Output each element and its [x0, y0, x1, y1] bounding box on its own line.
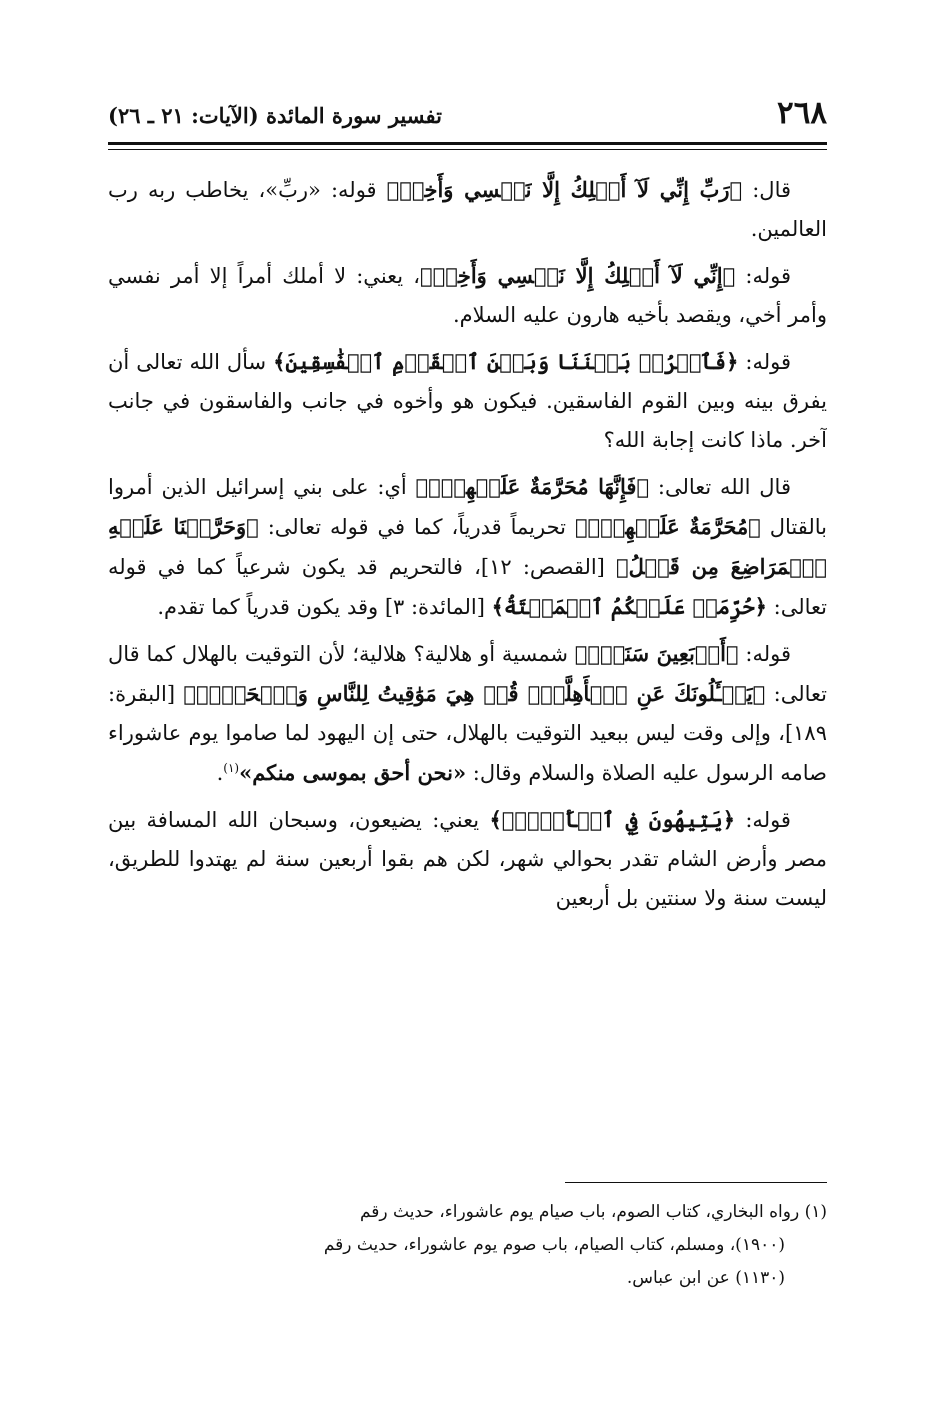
quran-verse: ﴿يَسۡـَٔلُونَكَ عَنِ ٱلۡأَهِلَّةِۖ قُلۡ هِيَ مَوَٰقِيتُ لِلنَّاسِ وَٱلۡحَجِّۗ﴾: [183, 681, 766, 706]
text-run: أي: على بني إسرائيل الذين أمروا بالقتال: [108, 475, 827, 539]
quran-verse: ﴿فَٱفۡرُقۡ بَيۡنَنَا وَبَيۡنَ ٱلۡقَوۡمِ ٱلۡفَٰسِقِينَ﴾: [273, 349, 739, 374]
quran-verse: ﴿مُحَرَّمَةٌ عَلَيۡهِمۡۛ﴾: [574, 514, 761, 539]
text-run: [البقرة: ١٨٩]، وإلى وقت ليس ببعيد التوقيت بالهلال، حتى إن اليهود لما صاموا يوم عاشوراء صامه الرسول عليه الصلاة والسلام وقال:: [108, 682, 827, 785]
text-run: شمسية أو هلالية؟ هلالية؛ لأن التوقيت بالهلال كما قال تعالى:: [108, 642, 827, 706]
quran-verse: ﴿وَحَرَّمۡنَا عَلَيۡهِ ٱلۡمَرَاضِعَ مِن قَبۡلُ﴾: [108, 514, 827, 579]
header-rule-thin: [108, 149, 827, 150]
footnote-1-line-3: [120, 1262, 827, 1295]
paragraph: [108, 342, 827, 460]
quran-verse: ﴿فَإِنَّهَا مُحَرَّمَةٌ عَلَيۡهِمۡۛ﴾: [415, 474, 650, 499]
quran-verse: ﴿يَتِيهُونَ فِي ٱلۡأَرۡضِۚ﴾: [489, 807, 735, 832]
text-run: يعني: يضيعون، وسبحان الله المسافة بين مصر وأرض الشام تقدر بحوالي شهر، لكن هم بقوا أربعين سنة لم يهتدوا للطريق، ليست سنة ولا سنتين بل أربعين: [108, 808, 827, 910]
quran-verse: ﴿حُرِّمَتۡ عَلَيۡكُمُ ٱلۡمَيۡتَةُ﴾: [491, 594, 767, 619]
header-rule-thick: [108, 142, 827, 145]
paragraph: [108, 800, 827, 918]
text-run: سأل الله تعالى أن يفرق بينه وبين القوم الفاسقين. فيكون هو وأخوه في جانب والفاسقون في جانب آخر. ماذا كانت إجابة الله؟: [108, 350, 827, 452]
text-run: قوله: «ربِّ»، يخاطب ربه رب العالمين.: [108, 178, 827, 241]
quran-verse: ﴿إِنِّي لَآ أَمۡلِكُ إِلَّا نَفۡسِي وَأَخِيۖ﴾: [420, 263, 736, 288]
footnote-text-line-1: رواه البخاري، كتاب الصوم، باب صيام يوم عاشوراء، حديث رقم: [359, 1202, 800, 1222]
text-run: تحريماً قدرياً، كما في قوله تعالى:: [258, 515, 575, 539]
text-run: قال:: [742, 178, 791, 202]
footnote-text-line-3: (١١٣٠) عن ابن عباس.: [626, 1268, 785, 1288]
text-run: قوله:: [738, 350, 791, 374]
page-header: [108, 93, 827, 143]
quran-verse: ﴿رَبِّ إِنِّي لَآ أَمۡلِكُ إِلَّا نَفۡسِي وَأَخِيۖ﴾: [386, 177, 743, 202]
text-run: [المائدة: ٣] وقد يكون قدرياً كما تقدم.: [157, 595, 492, 619]
text-run: .: [216, 761, 224, 785]
paragraph: [108, 467, 827, 627]
paragraph: [108, 170, 827, 249]
footnote-1: [120, 1196, 827, 1229]
paragraph: [108, 634, 827, 793]
text-run: قوله:: [735, 264, 791, 288]
footnote-marker: (١): [804, 1202, 827, 1222]
text-run: ، يعني: لا أملك أمراً إلا أمر نفسي وأمر أخي، ويقصد بأخيه هارون عليه السلام.: [108, 264, 827, 327]
footnote-reference: (١): [223, 761, 240, 775]
footnotes: [120, 1196, 827, 1295]
text-run: قوله:: [735, 808, 791, 832]
footnote-text-line-2: (١٩٠٠)، ومسلم، كتاب الصيام، باب صوم يوم عاشوراء، حديث رقم: [323, 1235, 785, 1255]
running-title: تفسير سورة المائدة (الآيات: ٢١ ـ ٢٦): [108, 103, 442, 128]
paragraph: [108, 256, 827, 335]
page-number: ٢٦٨: [777, 95, 827, 131]
text-run: [القصص: ١٢]، فالتحريم قد يكون شرعياً كما في قوله تعالى:: [108, 555, 827, 619]
footnote-1-line-2: [120, 1229, 827, 1262]
text-run: قال الله تعالى:: [649, 475, 791, 499]
main-text: [108, 170, 827, 1180]
footnote-separator: [565, 1182, 827, 1183]
quran-verse: ﴿أَرۡبَعِينَ سَنَةٗۛ﴾: [574, 641, 739, 666]
hadith-quote: «نحن أحق بموسى منكم»: [239, 760, 467, 785]
text-run: قوله:: [738, 642, 792, 666]
